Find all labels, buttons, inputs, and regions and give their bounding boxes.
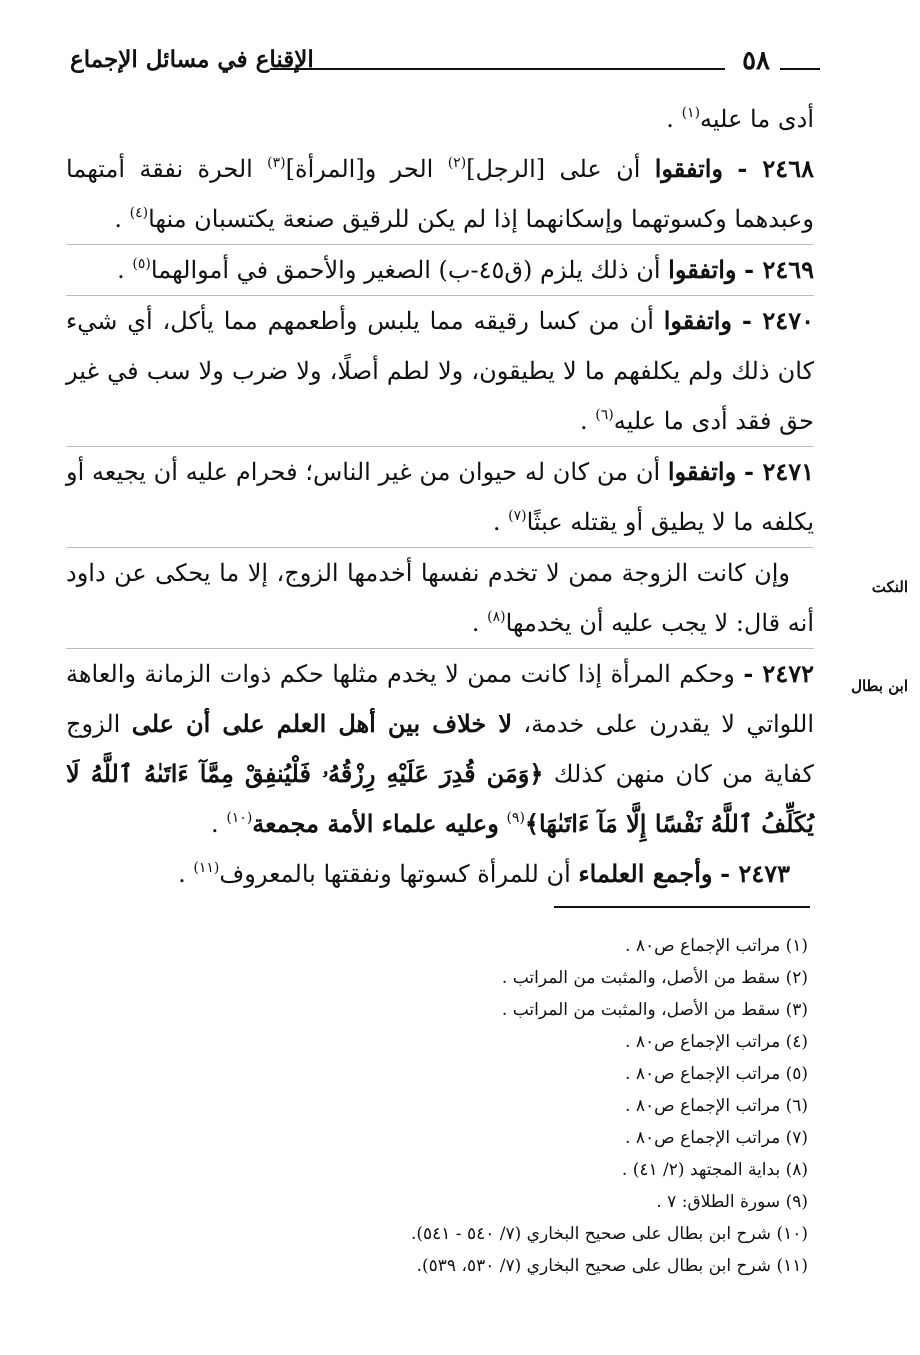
main-text xyxy=(66,94,814,899)
footnote-ref: (٦) xyxy=(595,407,614,423)
footnote: (٨) بداية المجتهد (٢/ ٤١) . xyxy=(621,1160,808,1180)
footnote: (٢) سقط من الأصل، والمثبت من المراتب . xyxy=(501,968,808,988)
paragraph-2472: ٢٤٧٢ - وحكم المرأة إذا كانت ممن لا يخدم مثلها حكم ذوات الزمانة والعاهة اللواتي لا يقدرن على خدمة، لا خلاف بين أهل العلم على أن على الزوج كفاية من كان منهن كذلك ﴿وَمَن قُدِرَ عَلَيْهِ رِزْقُهُۥ فَلْيُنفِقْ مِمَّآ ءَاتَىٰهُ ٱللَّهُ لَا يُكَلِّفُ ٱللَّهُ نَفْسًا إِلَّا مَآ ءَاتَىٰهَا﴾$^{(٩)}$ وعليه علماء الأمة مجمعة$^{(١٠)}$ . xyxy=(66,648,814,849)
footnote: (١١) شرح ابن بطال على صحيح البخاري (٧/ ٥٣٠، ٥٣٩). xyxy=(416,1256,808,1276)
paragraph-number: ٢٤٦٨ - xyxy=(737,154,814,183)
paragraph-2469: ٢٤٦٩ - واتفقوا أن ذلك يلزم (ق٤٥-ب) الصغير والأحمق في أموالهما$^{(٥)}$ . xyxy=(66,244,814,295)
footnote-ref: (٢) xyxy=(447,155,467,171)
running-header xyxy=(70,40,820,86)
footnote: (١٠) شرح ابن بطال على صحيح البخاري (٧/ ٥٤٠ - ٥٤١). xyxy=(410,1224,808,1244)
footnote-ref: (٣) xyxy=(267,155,286,171)
footnote-ref: (١٠) xyxy=(226,810,253,826)
footnote: (١) مراتب الإجماع ص٨٠ . xyxy=(625,936,808,956)
footnote-separator xyxy=(554,906,810,908)
margin-note-ibn-battal: ابن بطال xyxy=(851,677,908,695)
footnote-ref: (٨) xyxy=(487,609,506,625)
quran-verse: ﴿وَمَن قُدِرَ عَلَيْهِ رِزْقُهُۥ فَلْيُنفِقْ مِمَّآ ءَاتَىٰهُ ٱللَّهُ لَا يُكَلِّفُ ٱللَّهُ نَفْسًا إِلَّا مَآ ءَاتَىٰهَا﴾ xyxy=(66,759,814,838)
footnote-ref: (١) xyxy=(681,105,701,121)
paragraph-number: ٢٤٧٠ - xyxy=(741,306,814,335)
footnote-ref: (٩) xyxy=(506,810,525,826)
paragraph-number: ٢٤٧١ - xyxy=(743,457,814,486)
footnote-ref: (١١) xyxy=(193,860,220,876)
paragraph-2471: ٢٤٧١ - واتفقوا أن من كان له حيوان من غير الناس؛ فحرام عليه أن يجيعه أو يكلفه ما لا يطيق أو يقتله عبثًا$^{(٧)}$ . xyxy=(66,446,814,547)
footnote: (٥) مراتب الإجماع ص٨٠ . xyxy=(625,1064,808,1084)
paragraph-number: ٢٤٦٩ - xyxy=(744,255,814,284)
paragraph-2468: ٢٤٦٨ - واتفقوا أن على [الرجل]$^{(٢)}$ الحر و[المرأة]$^{(٣)}$ الحرة نفقة أمتهما وعبدهما وكسوتهما وإسكانهما إذا لم يكن للرقيق صنعة يكتسبان منها$^{(٤)}$ . xyxy=(66,154,814,233)
paragraph-number: ٢٤٧٣ - xyxy=(720,859,790,888)
footnotes xyxy=(80,930,808,1282)
footnote: (٩) سورة الطلاق: ٧ . xyxy=(656,1192,808,1212)
paragraph-number: ٢٤٧٢ - xyxy=(743,659,814,688)
footnote: (٤) مراتب الإجماع ص٨٠ . xyxy=(625,1032,808,1052)
page-number: ٥٨ xyxy=(742,46,770,76)
paragraph-nukat: وإن كانت الزوجة ممن لا تخدم نفسها أخدمها الزوج، إلا ما يحكى عن داود أنه قال: لا يجب عليه أن يخدمها$^{(٨)}$ . xyxy=(66,547,814,648)
margin-note-nukat: النكت xyxy=(871,578,908,596)
header-rule xyxy=(270,68,725,70)
footnote-ref: (٧) xyxy=(508,508,527,524)
footnote: (٧) مراتب الإجماع ص٨٠ . xyxy=(625,1128,808,1148)
footnote-ref: (٥) xyxy=(132,256,151,272)
footnote: (٣) سقط من الأصل، والمثبت من المراتب . xyxy=(501,1000,808,1020)
header-dash xyxy=(780,68,820,70)
footnote: (٦) مراتب الإجماع ص٨٠ . xyxy=(625,1096,808,1116)
paragraph-2473: ٢٤٧٣ - وأجمع العلماء أن للمرأة كسوتها ونفقتها بالمعروف$^{(١١)}$ . xyxy=(178,859,790,888)
book-title: الإقناع في مسائل الإجماع xyxy=(70,46,314,73)
paragraph-continuation: أدى ما عليه$^{(١)}$ . xyxy=(666,105,814,133)
paragraph-2470: ٢٤٧٠ - واتفقوا أن من كسا رقيقه مما يلبس وأطعمهم مما يأكل، أي شيء كان ذلك ولم يكلفهم ما لا يطيقون، ولا لطم أصلًا، ولا ضرب ولا سب في غير حق فقد أدى ما عليه$^{(٦)}$ . xyxy=(66,295,814,446)
footnote-ref: (٤) xyxy=(129,205,149,221)
